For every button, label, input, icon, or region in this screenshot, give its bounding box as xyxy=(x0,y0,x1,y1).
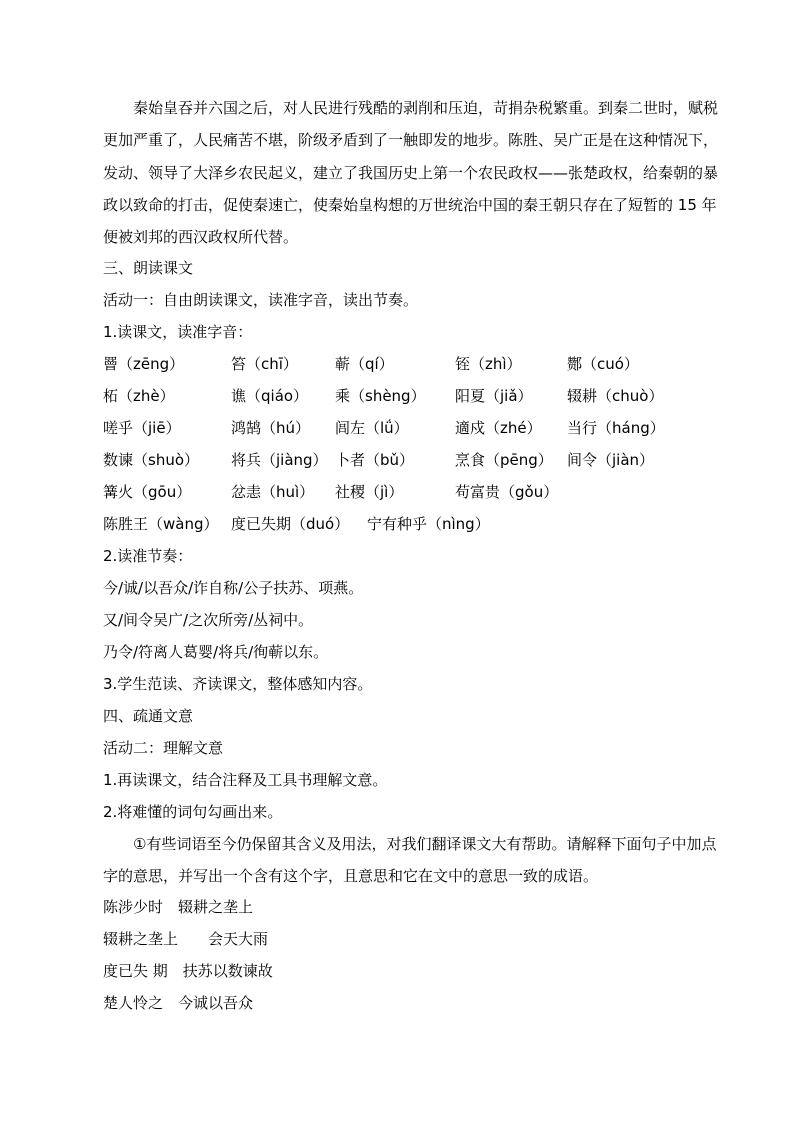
example-sentence: 陈涉少时 辍耕之垄上 xyxy=(103,898,254,916)
pronunciation-row xyxy=(103,450,723,470)
item-read-rhythm: 2.读准节奏： xyxy=(103,547,193,565)
rhythm-sentence: 乃令/符离人葛婴/将兵/徇蕲以东。 xyxy=(103,643,329,661)
pronunciation-entry: 柘（zhè） xyxy=(103,387,175,405)
pronunciation-row xyxy=(103,482,723,502)
intro-line: 政以致命的打击，促使秦速亡，使秦始皇构想的万世统治中国的秦王朝只存在了短暂的 15 年 xyxy=(103,195,717,214)
pronunciation-entry: 社稷（jì） xyxy=(335,483,404,501)
pronunciation-row xyxy=(103,514,723,534)
pronunciation-entry: 辍耕（chuò） xyxy=(567,387,664,405)
pronunciation-entry: 酂（cuó） xyxy=(567,355,639,373)
pronunciation-entry: 宁有种乎（nìng） xyxy=(367,515,490,533)
pronunciation-entry: 篝火（gōu） xyxy=(103,483,192,501)
pronunciation-entry: 烹食（pēng） xyxy=(455,451,553,469)
pronunciation-entry: 数谏（shuò） xyxy=(103,451,200,469)
pronunciation-entry: 谯（qiáo） xyxy=(231,387,309,405)
pronunciation-row xyxy=(103,354,723,374)
pronunciation-entry: 度已失期（duó） xyxy=(231,515,350,533)
pronunciation-entry: 笞（chī） xyxy=(231,355,298,373)
pronunciation-entry: 阳夏（jiǎ） xyxy=(455,387,533,405)
pronunciation-entry: 嗟乎（jiē） xyxy=(103,419,181,437)
pronunciation-entry: 铚（zhì） xyxy=(455,355,522,373)
pronunciation-entry: 忿恚（huì） xyxy=(231,483,315,501)
example-sentence: 楚人怜之 今诚以吾众 xyxy=(103,994,254,1012)
intro-line: 更加严重了，人民痛苦不堪，阶级矛盾到了一触即发的地步。陈胜、吴广正是在这种情况下， xyxy=(103,131,719,150)
pronunciation-entry: 间令（jiàn） xyxy=(567,451,655,469)
section-heading-understand: 四、疏通文意 xyxy=(103,707,194,725)
example-sentence: 辍耕之垄上 会天大雨 xyxy=(103,930,269,948)
pronunciation-entry: 適戍（zhé） xyxy=(455,419,542,437)
activity-one: 活动一：自由朗读课文，读准字音，读出节奏。 xyxy=(103,291,419,309)
rhythm-sentence: 又/间令吴广/之次所旁/丛祠中。 xyxy=(103,611,314,629)
intro-line: 便被刘邦的西汉政权所代替。 xyxy=(103,228,299,247)
pronunciation-entry: 当行（háng） xyxy=(567,419,665,437)
pronunciation-entry: 陈胜王（wàng） xyxy=(103,515,219,533)
pronunciation-row xyxy=(103,418,723,438)
item-reread: 1.再读课文，结合注释及工具书理解文意。 xyxy=(103,771,388,789)
pronunciation-entry: 乘（shèng） xyxy=(335,387,426,405)
section-heading-read-aloud: 三、朗读课文 xyxy=(103,259,194,277)
pronunciation-entry: 卜者（bǔ） xyxy=(335,451,415,469)
pronunciation-entry: 鸿鹄（hú） xyxy=(231,419,311,437)
activity-two: 活动二：理解文意 xyxy=(103,739,224,757)
item-mark-difficult: 2.将难懂的词句勾画出来。 xyxy=(103,803,283,821)
question-paragraph xyxy=(103,828,723,893)
item-read-pronunciation: 1.读课文，读准字音： xyxy=(103,323,253,341)
pronunciation-entry: 苟富贵（gǒu） xyxy=(455,483,559,501)
question-line: 字的意思，并写出一个含有这个字，且意思和它在文中的意思一致的成语。 xyxy=(103,867,599,886)
rhythm-sentence: 今/诚/以吾众/诈自称/公子扶苏、项燕。 xyxy=(103,579,364,597)
pronunciation-entry: 蕲（qí） xyxy=(335,355,394,373)
question-line: ①有些词语至今仍保留其含义及用法，对我们翻译课文大有帮助。请解释下面句子中加点 xyxy=(133,835,717,853)
intro-line: 发动、领导了大泽乡农民起义，建立了我国历史上第一个农民政权——张楚政权，给秦朝的暴 xyxy=(103,163,719,182)
intro-paragraph xyxy=(103,92,723,253)
pronunciation-entry: 闾左（lǘ） xyxy=(335,419,409,437)
pronunciation-entry: 罾（zēng） xyxy=(103,355,185,373)
example-sentence: 度已失 期 扶苏以数谏故 xyxy=(103,962,273,980)
pronunciation-row xyxy=(103,386,723,406)
pronunciation-entry: 将兵（jiàng） xyxy=(231,451,328,469)
item-model-reading: 3.学生范读、齐读课文，整体感知内容。 xyxy=(103,675,373,693)
intro-line: 秦始皇吞并六国之后，对人民进行残酷的剥削和压迫，苛捐杂税繁重。到秦二世时，赋税 xyxy=(133,99,719,117)
